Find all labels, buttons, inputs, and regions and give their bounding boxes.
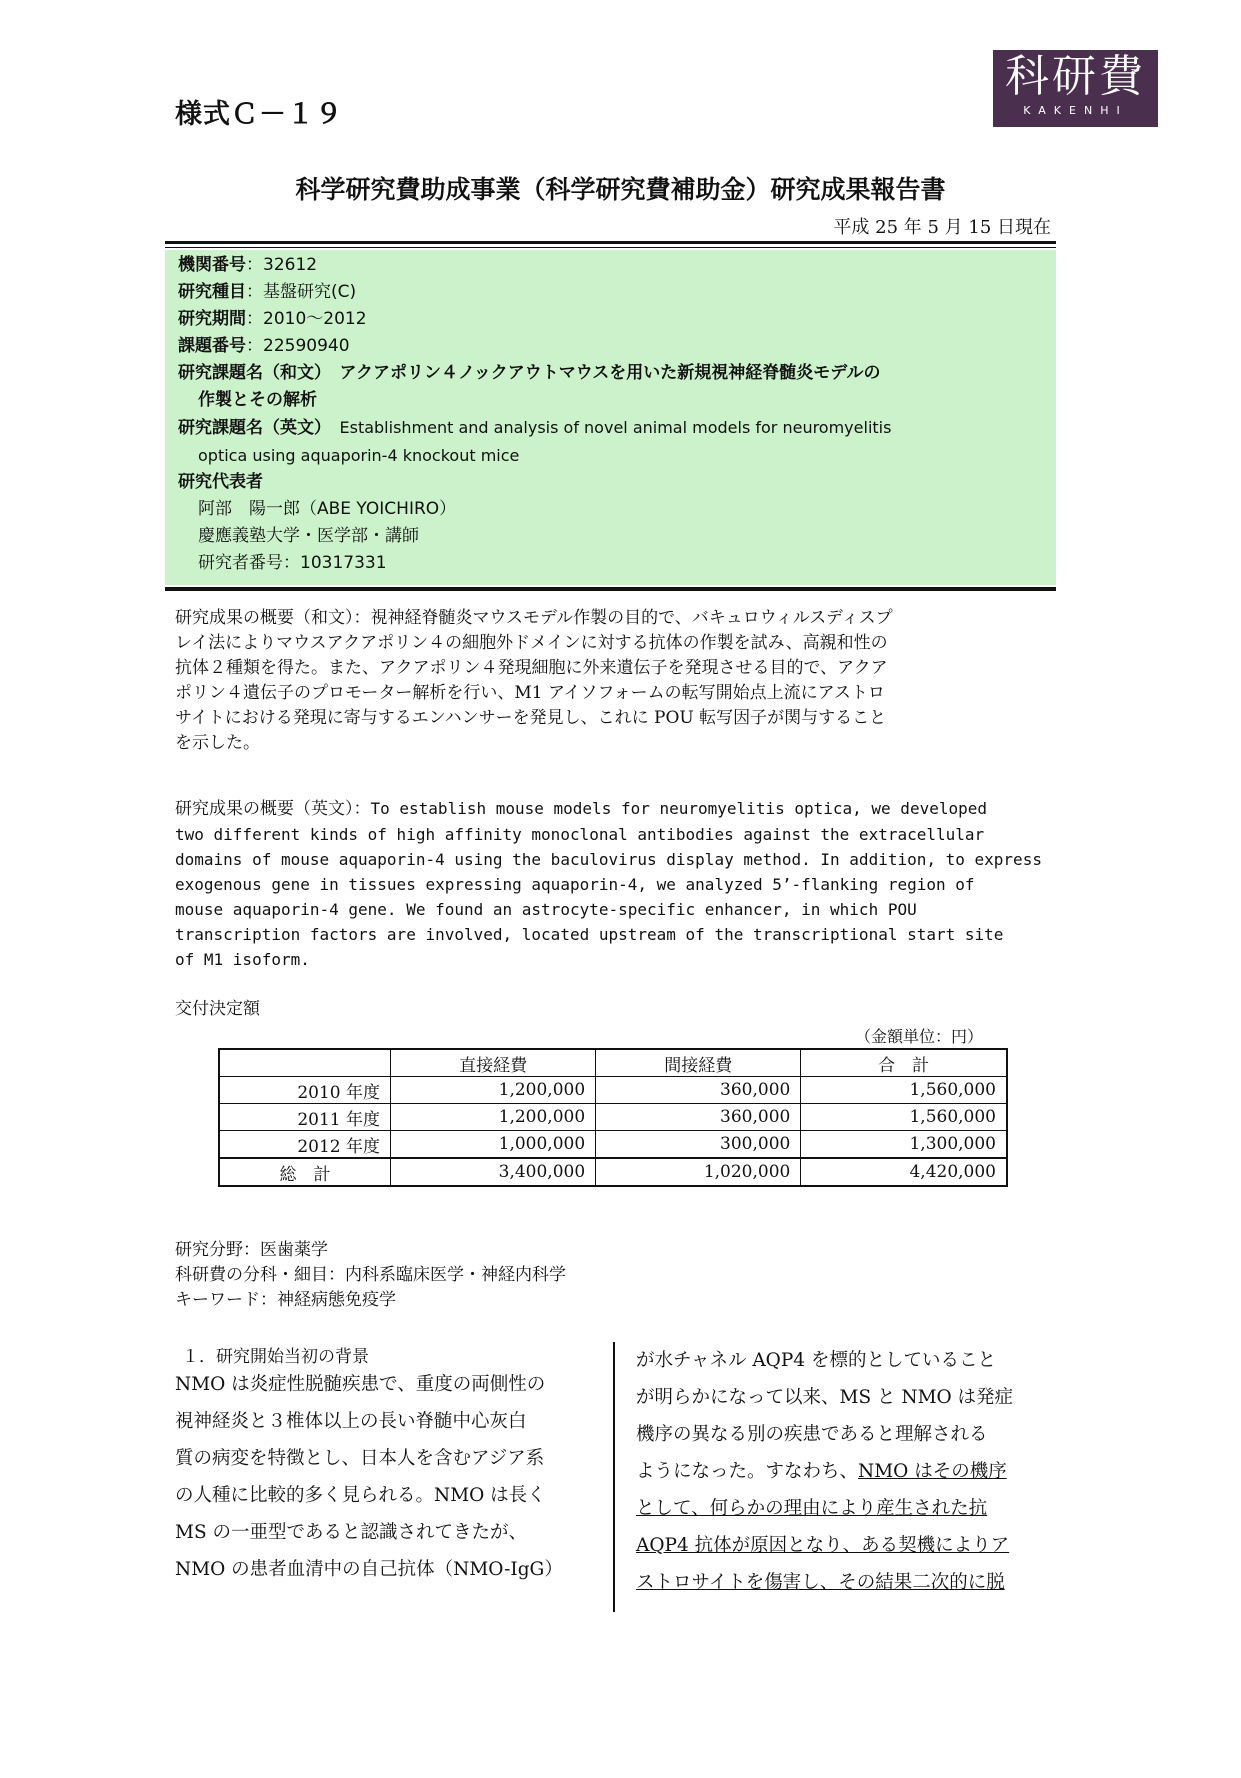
document-title: 科学研究費助成事業（科学研究費補助金）研究成果報告書	[295, 175, 946, 204]
column-divider	[613, 1342, 615, 1612]
header-direct: 直接経費	[391, 1049, 596, 1077]
total-label-cell: 総 計	[219, 1158, 391, 1186]
section1-heading: １．研究開始当初の背景	[182, 1347, 369, 1367]
kakenhi-logo	[993, 50, 1158, 127]
period-label: 研究期間	[178, 309, 246, 329]
summary-en-line: transcription factors are involved, located upstream of the transcriptional start site	[175, 925, 1004, 944]
summary-en-line	[175, 796, 1045, 822]
table-row	[219, 1104, 1007, 1131]
section1-line: 機序の異なる別の疾患であると理解される	[636, 1424, 988, 1445]
research-division: 科研費の分科・細目：内科系臨床医学・神経内科学	[175, 1265, 566, 1285]
direct-cell: 1,000,000	[391, 1131, 596, 1159]
summary-ja-line: ポリン４遺伝子のプロモーター解析を行い、M1 アイソフォームの転写開始点上流にアストロ	[175, 683, 885, 703]
total-direct-cell: 3,400,000	[391, 1158, 596, 1186]
period-value: 2010～2012	[263, 309, 367, 329]
section1-left-column	[175, 1366, 595, 1588]
summary-ja-line: 抗体２種類を得た。また、アクアポリン４発現細胞に外来遺伝子を発現させる目的で、アクア	[175, 658, 888, 678]
section1-line: NMO の患者血清中の自己抗体（NMO-IgG）	[175, 1559, 563, 1580]
section1-line: NMO は炎症性脱髄疾患で、重度の両側性の	[175, 1374, 546, 1395]
meta-block	[175, 1238, 566, 1313]
indirect-cell: 300,000	[596, 1131, 801, 1159]
funding-heading: 交付決定額	[175, 999, 260, 1019]
title-en-row	[178, 414, 1048, 442]
summary-en	[175, 796, 1045, 972]
summary-en-line: of M1 isoform.	[175, 950, 310, 969]
logo-roman: KAKENHI	[1023, 104, 1128, 117]
total-indirect-cell: 1,020,000	[596, 1158, 801, 1186]
report-date: 平成 25 年 5 月 15 日現在	[833, 217, 1051, 238]
summary-en-line: exogenous gene in tissues expressing aquaporin-4, we analyzed 5’-flanking region of	[175, 875, 975, 894]
pi-label: 研究代表者	[178, 472, 263, 492]
header-indirect: 間接経費	[596, 1049, 801, 1077]
section1-underlined-text: NMO はその機序	[858, 1461, 1007, 1482]
institution-value: 32612	[263, 255, 318, 275]
direct-cell: 1,200,000	[391, 1104, 596, 1131]
title-en-line1: Establishment and analysis of novel animal models for neuromyelitis	[339, 418, 892, 437]
year-cell: 2011 年度	[219, 1104, 391, 1131]
indirect-cell: 360,000	[596, 1077, 801, 1104]
title-ja-row	[178, 360, 1048, 387]
total-cell: 1,560,000	[801, 1104, 1007, 1131]
bottom-rule	[165, 587, 1056, 591]
title-en-line2: optica using aquaporin-4 knockout mice	[198, 446, 520, 465]
summary-ja-line: を示した。	[175, 733, 260, 753]
total-cell: 1,560,000	[801, 1077, 1007, 1104]
project-no-value: 22590940	[263, 336, 350, 356]
direct-cell: 1,200,000	[391, 1077, 596, 1104]
section1-line: が明らかになって以来、MS と NMO は発症	[636, 1387, 1014, 1408]
pi-name: 阿部 陽一郎（ABE YOICHIRO）	[198, 499, 457, 519]
title-ja-line1: アクアポリン４ノックアウトマウスを用いた新規視神経脊髄炎モデルの	[339, 363, 881, 383]
keywords: キーワード：神経病態免疫学	[175, 1290, 396, 1310]
section1-line: 視神経炎と３椎体以上の長い脊髄中心灰白	[175, 1411, 527, 1432]
top-rule-thin	[165, 247, 1056, 248]
title-ja-line2-row	[178, 387, 1048, 414]
institution-label: 機関番号	[178, 255, 246, 275]
research-field: 研究分野：医歯薬学	[175, 1240, 328, 1260]
indirect-cell: 360,000	[596, 1104, 801, 1131]
funding-table	[218, 1048, 1008, 1187]
section1-underlined-line: ストロサイトを傷害し、その結果二次的に脱	[636, 1572, 1005, 1593]
title-ja-line2: 作製とその解析	[198, 390, 317, 410]
title-ja-label: 研究課題名（和文）	[178, 363, 323, 383]
total-cell: 1,300,000	[801, 1131, 1007, 1159]
summary-ja	[175, 606, 1045, 756]
project-info	[178, 252, 1048, 577]
table-row	[219, 1077, 1007, 1104]
summary-ja-line: レイ法によりマウスアクアポリン４の細胞外ドメインに対する抗体の作製を試み、高親和性の	[175, 633, 888, 653]
researcher-no-label: 研究者番号	[198, 553, 283, 573]
summary-en-line: mouse aquaporin-4 gene. We found an astrocyte-specific enhancer, in which POU	[175, 900, 917, 919]
section1-underlined-line: として、何らかの理由により産生された抗	[636, 1498, 988, 1519]
section1-line	[636, 1453, 1056, 1490]
table-row	[219, 1131, 1007, 1159]
summary-ja-label: 研究成果の概要（和文）：	[175, 608, 371, 628]
funding-unit: （金額単位：円）	[855, 1027, 984, 1046]
summary-ja-text: 視神経脊髄炎マウスモデル作製の目的で、バキュロウィルスディスプ	[370, 608, 893, 628]
category-row: 研究種目：基盤研究(C)	[178, 282, 357, 302]
category-value: 基盤研究(C)	[263, 282, 357, 302]
pi-row	[178, 469, 1048, 496]
summary-en-label: 研究成果の概要（英文）：	[175, 799, 371, 819]
grand-total-cell: 4,420,000	[801, 1158, 1007, 1186]
section1-line: 質の病変を特徴とし、日本人を含むアジア系	[175, 1448, 545, 1469]
pi-affiliation: 慶應義塾大学・医学部・講師	[198, 526, 419, 546]
section1-right-column	[636, 1342, 1056, 1601]
top-rule	[165, 241, 1056, 244]
header-cell-empty	[219, 1049, 391, 1077]
year-cell: 2010 年度	[219, 1077, 391, 1104]
researcher-no-value: 10317331	[300, 553, 387, 573]
table-total-row	[219, 1158, 1007, 1186]
section1-line: の人種に比較的多く見られる。NMO は長く	[175, 1485, 546, 1506]
researcher-no-row: 研究者番号：10317331	[198, 553, 387, 573]
table-header-row	[219, 1049, 1007, 1077]
section1-text: ようになった。すなわち、	[636, 1461, 859, 1482]
section1-underlined-line: AQP4 抗体が原因となり、ある契機によりア	[636, 1535, 1010, 1556]
summary-ja-line: サイトにおける発現に寄与するエンハンサーを発見し、これに POU 転写因子が関与すること	[175, 708, 887, 728]
header-total: 合 計	[801, 1049, 1007, 1077]
summary-en-line: domains of mouse aquaporin-4 using the baculovirus display method. In addition, to express	[175, 850, 1042, 869]
project-no-row: 課題番号：22590940	[178, 336, 350, 356]
section1-line: MS の一亜型であると認識されてきたが、	[175, 1522, 527, 1543]
period-row: 研究期間：2010～2012	[178, 309, 367, 329]
project-no-label: 課題番号	[178, 336, 246, 356]
form-code: 様式Ｃ－１９	[175, 99, 343, 130]
logo-kanji: 科研費	[1005, 51, 1146, 102]
institution-row: 機関番号：32612	[178, 255, 318, 275]
summary-en-text: To establish mouse models for neuromyelitis optica, we developed	[370, 799, 987, 818]
summary-ja-line	[175, 606, 1045, 631]
summary-en-line: two different kinds of high affinity monoclonal antibodies against the extracellular	[175, 825, 985, 844]
year-cell: 2012 年度	[219, 1131, 391, 1159]
category-label: 研究種目	[178, 282, 246, 302]
section1-line: が水チャネル AQP4 を標的としていること	[636, 1350, 996, 1371]
title-en-label: 研究課題名（英文）	[178, 418, 323, 438]
